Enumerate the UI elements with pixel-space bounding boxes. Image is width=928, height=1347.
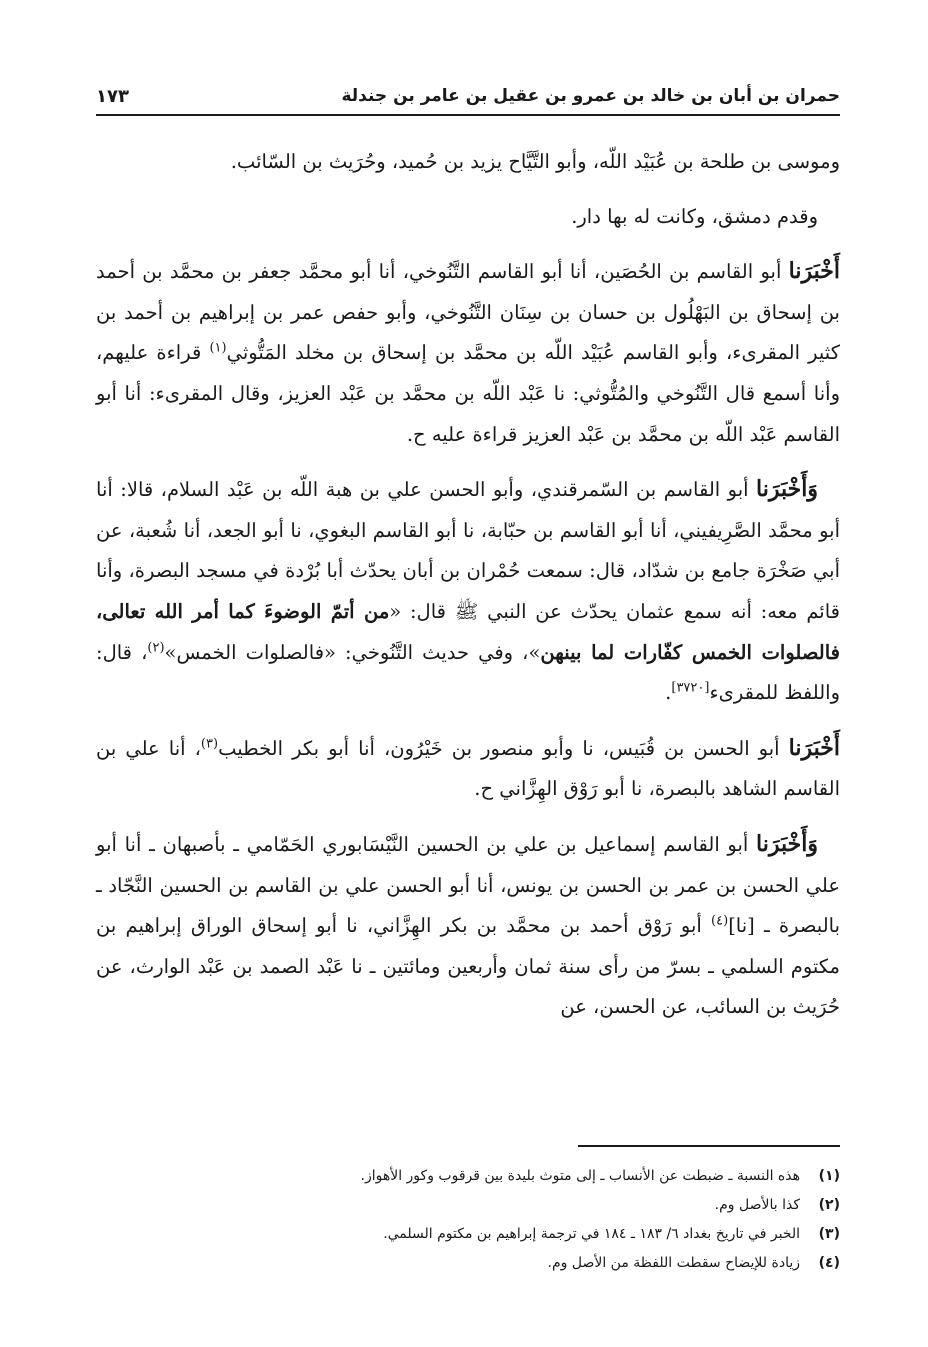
paragraph-text: أبو رَوْق أحمد بن محمَّد بن بكر الهِزَّاني، نا أبو إسحاق الوراق إبراهيم بن مكتوم السلمي ـ بسرّ من رأى سنة ثمان وأربعين ومائتين ـ نا عَبْد الصمد بن عَبْد الوارث، عن حُرَيث بن السائب، عن الحسن، عن xyxy=(96,914,840,1019)
footnote-reference: (٤) xyxy=(711,913,729,929)
footnote-text: زيادة للإيضاح سقطت اللفظة من الأصل وم. xyxy=(547,1255,800,1271)
paragraph-text: وموسى بن طلحة بن عُبَيْد اللّه، وأبو التَّيَّاح يزيد بن حُميد، وحُرَيث بن السّائب. xyxy=(230,150,840,173)
footnote-reference: (٢) xyxy=(147,640,165,656)
footnote xyxy=(96,1249,840,1278)
footnote-text: الخبر في تاريخ بغداد ٦/ ١٨٣ ـ ١٨٤ في ترجمة إبراهيم بن مكتوم السلمي. xyxy=(383,1226,800,1242)
chain-lead-word: وَأَخْبَرَنا xyxy=(756,476,818,503)
paragraph-text: »، وفي حديث التَّنُوخي: «فالصلوات الخمس» xyxy=(164,640,541,664)
paragraph-text: ، قال: واللفظ للمقرىء xyxy=(96,640,840,705)
chain-lead-word: أَخْبَرَنا xyxy=(788,258,840,285)
header-rule xyxy=(96,114,840,116)
book-page xyxy=(96,0,840,1347)
paragraph-text: أبو القاسم بن الحُصَين، أنا أبو القاسم التَّنُوخي، أنا أبو محمَّد جعفر بن محمَّد بن أحمد بن إسحاق بن البَهْلُول بن حسان بن سِنَان التَّنُوخي، وأبو حفص عمر بن إبراهيم بن أحمد بن كثير المقرىء، وأبو القاسم عُبَيْد اللّه بن محمَّد بن إسحاق بن مخلد المَتُّوثي xyxy=(96,260,840,365)
paragraph xyxy=(96,728,840,810)
paragraph-text: وقدم دمشق، وكانت له بها دار. xyxy=(571,204,818,228)
footnote-text: كذا بالأصل وم. xyxy=(714,1197,800,1213)
paragraph xyxy=(96,469,840,714)
paragraph-text: أبو القاسم إسماعيل بن علي بن الحسين النَّيْسَابوري الحَمّامي ـ بأصبهان ـ أنا أبو علي الحسن بن عمر بن الحسن بن يونس، أنا أبو الحسن علي بن القاسم بن الحسين النَّجّاد ـ بالبصرة ـ [نا] xyxy=(96,832,841,938)
paragraph xyxy=(96,824,840,1028)
footnote xyxy=(96,1162,840,1191)
paragraph xyxy=(96,251,840,455)
footnote-reference: (١) xyxy=(209,340,227,356)
footnote-number: (١) xyxy=(818,1168,840,1184)
paragraph-text: قراءة عليهم، وأنا أسمع قال التَّنُوخي والمُتُّوثي: نا عَبْد اللّه بن محمَّد بن عَبْد العزيز، وقال المقرىء: أنا أبو القاسم عَبْد اللّه بن محمَّد بن عَبْد العزيز قراءة عليه ح. xyxy=(96,341,840,446)
footnote-number: (٤) xyxy=(818,1255,840,1271)
paragraph xyxy=(96,142,840,183)
chain-lead-word: وَأَخْبَرَنا xyxy=(756,830,818,857)
paragraph xyxy=(96,197,840,238)
footnote-text: هذه النسبة ـ ضبطت عن الأنساب ـ إلى متوث بليدة بين قرقوب وكور الأهواز. xyxy=(360,1168,800,1184)
footnotes xyxy=(96,1162,840,1278)
header-title: حمران بن أبان بن خالد بن عمرو بن عقيل بن عامر بن جندلة xyxy=(341,86,840,106)
footnote xyxy=(96,1220,840,1249)
paragraph-text: ، أنا علي بن القاسم الشاهد بالبصرة، نا أبو رَوْق الهِزَّاني ح. xyxy=(96,736,840,801)
hadith-text: من أتمّ الوضوءَ كما أمر الله تعالى، فالصلوات الخمس كفّارات لما بينهن xyxy=(96,599,840,664)
paragraph-text: . xyxy=(665,681,672,705)
page-number: ١٧٣ xyxy=(96,86,129,107)
footnote xyxy=(96,1191,840,1220)
chain-lead-word: أَخْبَرَنا xyxy=(788,734,840,761)
running-header xyxy=(96,78,840,116)
paragraph-text: أبو الحسن بن قُبَيس، نا وأبو منصور بن خَيْرُون، أنا أبو بكر الخطيب xyxy=(218,736,789,760)
footnote-number: (٢) xyxy=(818,1197,840,1213)
footnote-separator xyxy=(578,1145,840,1147)
footnote-reference: [٣٧٢٠] xyxy=(671,680,710,696)
body-text xyxy=(96,142,840,1042)
paragraph-text: أبو القاسم بن السّمرقندي، وأبو الحسن علي بن هبة اللّه بن عَبْد السلام، قالا: أنا أبو محمَّد الصَّرِيفيني، أنا أبو القاسم بن حبّابة، نا أبو القاسم البغوي، نا أبو الجعد، أنا شُعبة، عن أبي صَخْرَة جامع بن شدّاد، قال: سمعت حُمْران بن أبان يحدّث أبا بُرْدة في مسجد البصرة، وأنا قائم معه: أنه سمع عثمان يحدّث عن النبي ﷺ قال: « xyxy=(96,478,840,623)
footnote-reference: (٣) xyxy=(200,736,219,752)
footnote-number: (٣) xyxy=(818,1226,840,1242)
